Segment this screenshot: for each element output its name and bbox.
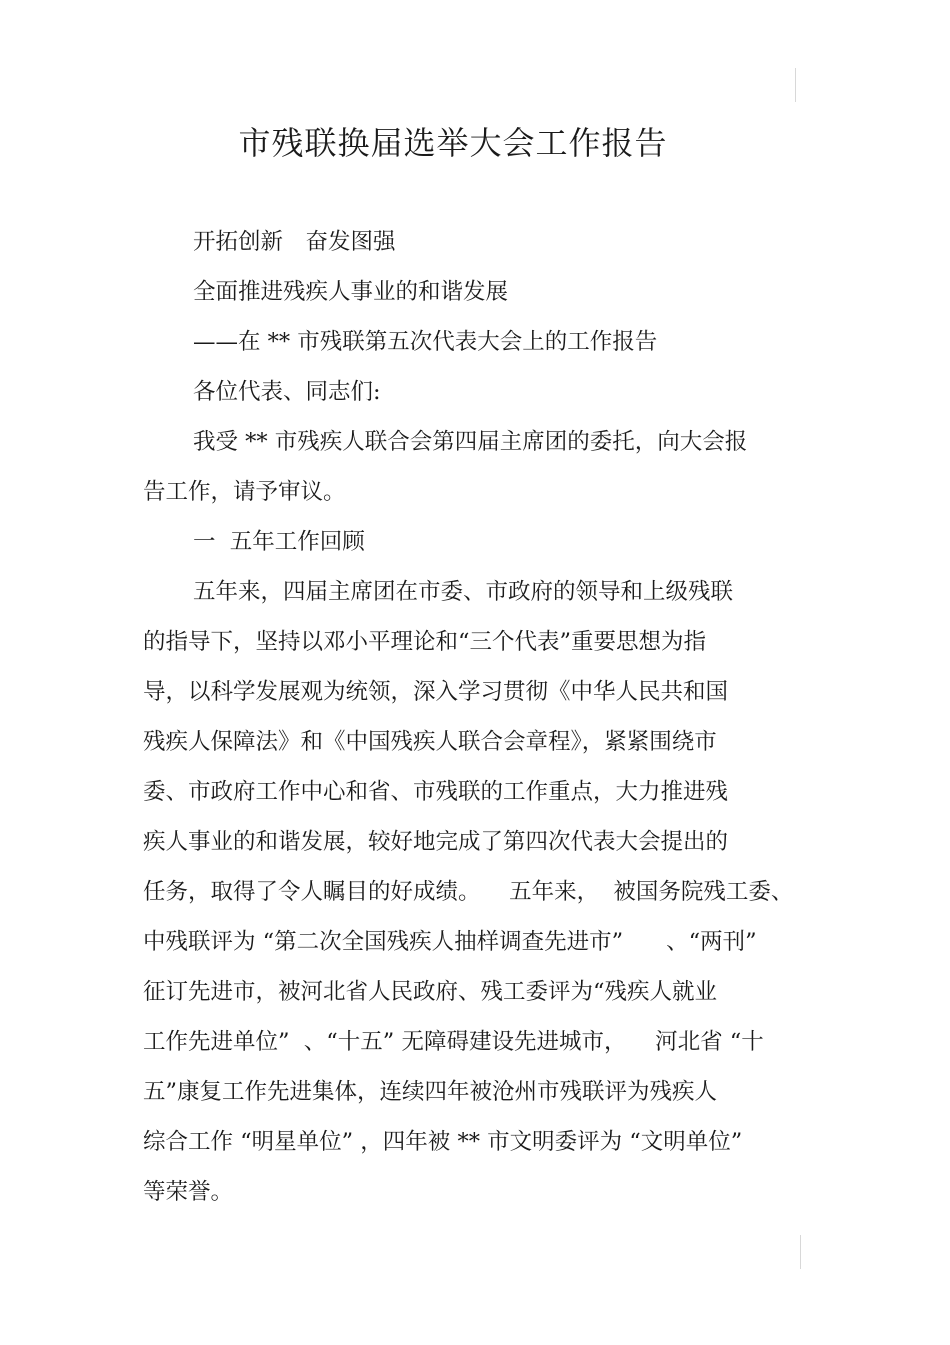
subtitle-line-1: 开拓创新 奋发图强	[193, 229, 396, 255]
paragraph-line: 五”康复工作先进集体，连续四年被沧州市残联评为残疾人	[143, 1079, 718, 1105]
paragraph-line: 综合工作 “明星单位” ，四年被 ** 市文明委评为 “文明单位”	[143, 1129, 743, 1155]
paragraph-line: 五年来，四届主席团在市委、市政府的领导和上级残联	[193, 579, 734, 605]
paragraph-line: 征订先进市，被河北省人民政府、残工委评为“残疾人就业	[143, 979, 718, 1005]
bottom-margin-mark	[800, 1235, 801, 1269]
section-heading: 一 五年工作回顾	[193, 529, 365, 555]
paragraph-line: 的指导下，坚持以邓小平理论和“三个代表”重要思想为指	[143, 629, 707, 655]
subtitle-line-3: ——在 ** 市残联第五次代表大会上的工作报告	[193, 329, 658, 355]
subtitle-line-2: 全面推进残疾人事业的和谐发展	[193, 279, 509, 305]
paragraph-line: 委、市政府工作中心和省、市残联的工作重点，大力推进残	[143, 779, 729, 805]
paragraph-line: 我受 ** 市残疾人联合会第四届主席团的委托，向大会报	[193, 429, 748, 455]
paragraph-line: 任务，取得了令人瞩目的好成绩。 五年来， 被国务院残工委、	[143, 879, 794, 905]
salutation: 各位代表、同志们:	[193, 379, 381, 405]
paragraph-line: 导，以科学发展观为统领，深入学习贯彻《中华人民共和国	[143, 679, 729, 705]
paragraph-line: 残疾人保障法》和《中国残疾人联合会章程》，紧紧围绕市	[143, 729, 717, 755]
paragraph-line: 疾人事业的和谐发展，较好地完成了第四次代表大会提出的	[143, 829, 729, 855]
top-margin-mark	[795, 68, 796, 102]
paragraph-line: 等荣誉。	[143, 1179, 234, 1205]
paragraph-line: 中残联评为 “第二次全国残疾人抽样调查先进市” 、“两刊”	[143, 929, 757, 955]
document-title: 市残联换届选举大会工作报告	[238, 124, 668, 162]
paragraph-line: 告工作，请予审议。	[143, 479, 346, 505]
paragraph-line: 工作先进单位” 、“十五” 无障碍建设先进城市， 河北省 “十	[143, 1029, 764, 1055]
